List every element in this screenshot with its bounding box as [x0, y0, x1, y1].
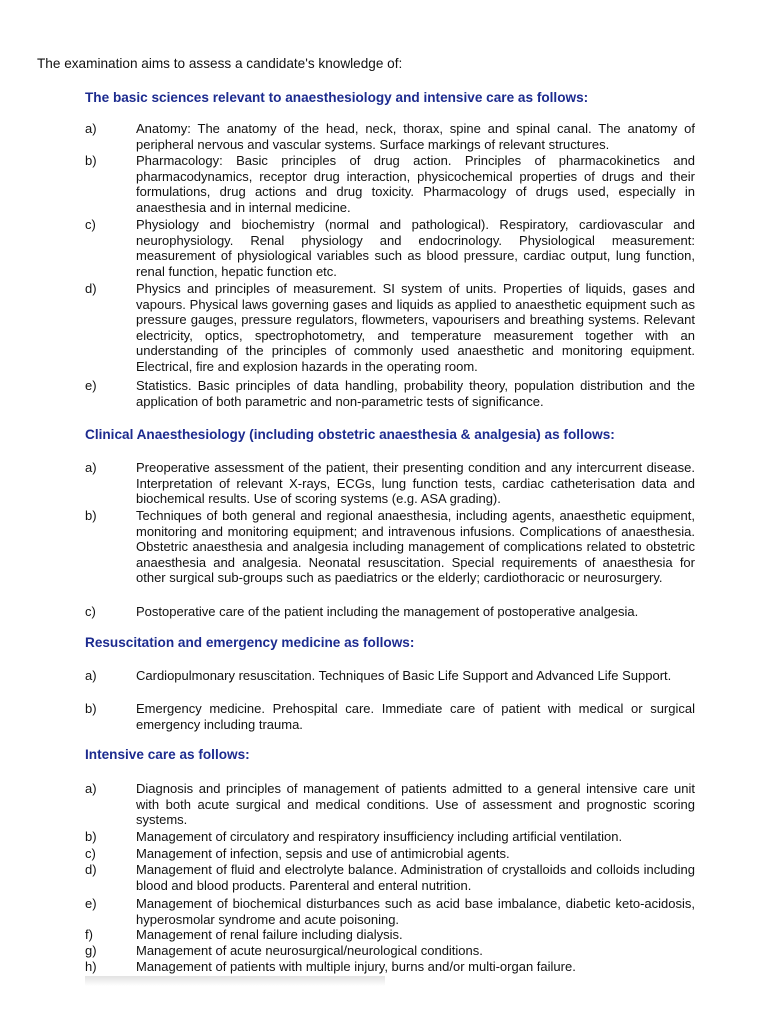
- section-heading-intensive-care: Intensive care as follows:: [85, 747, 250, 762]
- item-text: Management of patients with multiple injury, burns and/or multi-organ failure.: [136, 959, 576, 974]
- item-label: f): [85, 927, 93, 942]
- list-item: [85, 378, 695, 409]
- item-label: d): [85, 281, 97, 296]
- item-text: Management of infection, sepsis and use of antimicrobial agents.: [136, 846, 510, 861]
- list-item: [85, 701, 695, 732]
- list-item: [85, 943, 695, 959]
- item-text: Physiology and biochemistry (normal and pathological). Respiratory, cardiovascular and neurophysiology. Renal physiology and endocrinology. Physiological measurement: measurement of physiological variables such as blood pressure, cardiac output, lung function, renal function, hepatic function etc.: [136, 217, 695, 279]
- list-item: [85, 604, 695, 620]
- item-label: d): [85, 862, 97, 877]
- item-text: Management of circulatory and respiratory insufficiency including artificial ventilation.: [136, 829, 623, 844]
- item-label: e): [85, 896, 97, 911]
- item-label: b): [85, 153, 97, 168]
- cut-off-line-fade: [85, 976, 385, 986]
- list-item: [85, 121, 695, 152]
- item-text: Preoperative assessment of the patient, their presenting condition and any intercurrent disease. Interpretation of relevant X-rays, ECGs, lung function tests, cardiac catheterisation data and biochemical results. Use of scoring systems (e.g. ASA grading).: [136, 460, 695, 507]
- list-item: [85, 668, 695, 684]
- list-item: [85, 896, 695, 927]
- item-label: a): [85, 121, 97, 136]
- item-label: e): [85, 378, 97, 393]
- item-label: b): [85, 701, 97, 716]
- section-heading-basic-sciences: The basic sciences relevant to anaesthesiology and intensive care as follows:: [85, 90, 589, 105]
- item-label: a): [85, 668, 97, 683]
- intro-text: The examination aims to assess a candidate's knowledge of:: [37, 56, 403, 71]
- item-text: Postoperative care of the patient including the management of postoperative analgesia.: [136, 604, 639, 619]
- item-text: Emergency medicine. Prehospital care. Immediate care of patient with medical or surgical emergency including trauma.: [136, 701, 695, 732]
- item-text: Management of fluid and electrolyte balance. Administration of crystalloids and colloids including blood and blood products. Parenteral and enteral nutrition.: [136, 862, 695, 893]
- list-item: [85, 959, 695, 975]
- list-item: [85, 846, 695, 862]
- list-item: [85, 153, 695, 215]
- item-text: Management of acute neurosurgical/neurological conditions.: [136, 943, 483, 958]
- list-item: [85, 281, 695, 375]
- item-text: Cardiopulmonary resuscitation. Techniques of Basic Life Support and Advanced Life Support.: [136, 668, 672, 683]
- item-label: a): [85, 781, 97, 796]
- item-label: b): [85, 829, 97, 844]
- item-label: c): [85, 846, 96, 861]
- section-heading-resuscitation: Resuscitation and emergency medicine as follows:: [85, 635, 415, 650]
- item-label: a): [85, 460, 97, 475]
- list-item: [85, 927, 695, 943]
- item-label: h): [85, 959, 97, 974]
- item-label: b): [85, 508, 97, 523]
- item-label: g): [85, 943, 97, 958]
- item-text: Physics and principles of measurement. SI system of units. Properties of liquids, gases and vapours. Physical laws governing gases and liquids as applied to anaesthetic equipment such as pressure gauges, pressure regulators, flowmeters, vapourisers and breathing systems. Relevant electricity, optics, spectrophotometry, and temperature measurement together with an understanding of the principles of commonly used anaesthetic and monitoring equipment. Electrical, fire and explosion hazards in the operating room.: [136, 281, 695, 374]
- item-label: c): [85, 217, 96, 232]
- item-text: Anatomy: The anatomy of the head, neck, thorax, spine and spinal canal. The anatomy of peripheral nervous and vascular systems. Surface markings of relevant structures.: [136, 121, 695, 152]
- item-text: Pharmacology: Basic principles of drug action. Principles of pharmacokinetics and pharmacodynamics, receptor drug interaction, physicochemical properties of drugs and their formulations, drug actions and drug toxicity. Pharmacology of drugs used, especially in anaesthesia and in internal medicine.: [136, 153, 695, 215]
- section-heading-clinical-anaesthesiology: Clinical Anaesthesiology (including obstetric anaesthesia & analgesia) as follows:: [85, 427, 615, 442]
- item-text: Diagnosis and principles of management of patients admitted to a general intensive care unit with both acute surgical and medical conditions. Use of assessment and prognostic scoring systems.: [136, 781, 695, 828]
- list-item: [85, 460, 695, 507]
- list-item: [85, 781, 695, 828]
- item-text: Techniques of both general and regional anaesthesia, including agents, anaesthetic equipment, monitoring and monitoring equipment; and intravenous infusions. Complications of anaesthesia. Obstetric anaesthesia and analgesia including management of complications related to obstetric anaesthesia and analgesia. Neonatal resuscitation. Special requirements of anaesthesia for other surgical sub-groups such as paediatrics or the elderly; cardiothoracic or neurosurgery.: [136, 508, 695, 586]
- list-item: [85, 217, 695, 279]
- item-text: Management of renal failure including dialysis.: [136, 927, 403, 942]
- list-item: [85, 829, 695, 845]
- item-text: Management of biochemical disturbances such as acid base imbalance, diabetic keto-acidosis, hyperosmolar syndrome and acute poisoning.: [136, 896, 695, 927]
- list-item: [85, 862, 695, 893]
- item-label: c): [85, 604, 96, 619]
- list-item: [85, 508, 695, 586]
- item-text: Statistics. Basic principles of data handling, probability theory, population distribution and the application of both parametric and non-parametric tests of significance.: [136, 378, 695, 409]
